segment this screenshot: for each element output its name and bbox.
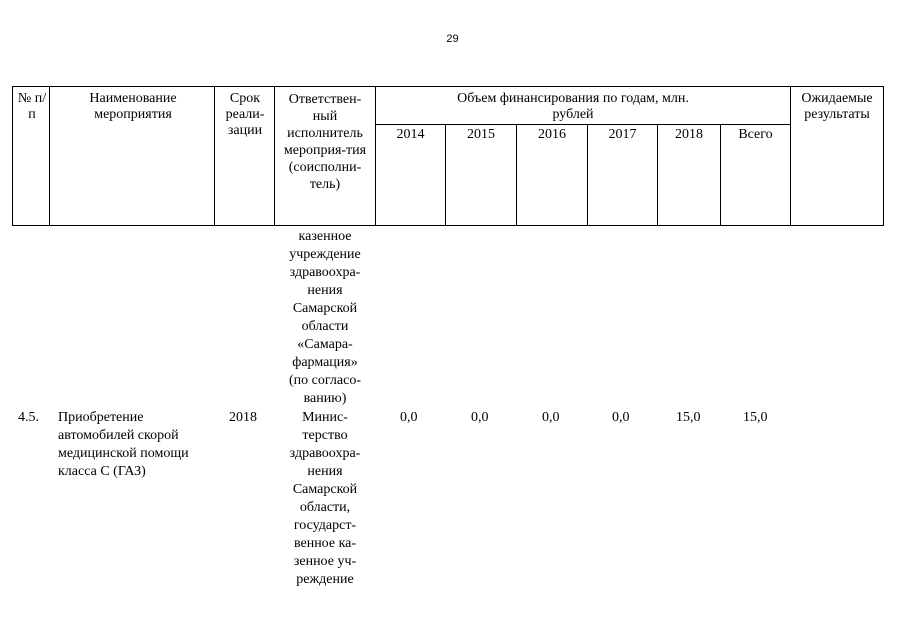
page-number: 29 <box>446 33 459 45</box>
header-results: Ожидаемые результаты <box>801 91 873 122</box>
value-2014: 0,0 <box>400 410 418 425</box>
text-line: медицинской помощи <box>58 446 189 461</box>
text-line: государст- <box>293 518 357 533</box>
row-term: 2018 <box>229 410 257 425</box>
value-2017: 0,0 <box>612 410 630 425</box>
header-year-2016: 2016 <box>538 127 566 142</box>
text-line: терство <box>302 428 348 443</box>
header-responsible: Ответствен-ный исполнитель мероприя-тия (соисполни-тель) <box>283 92 367 192</box>
text-line: (по согласо- <box>289 373 361 388</box>
row-number: 4.5. <box>18 410 39 425</box>
row-name <box>58 409 218 481</box>
value-total: 15,0 <box>743 410 768 425</box>
text-line: класса С (ГАЗ) <box>58 464 146 479</box>
header-no: № п/п <box>17 91 47 122</box>
text-line: учреждение <box>289 247 361 262</box>
value-2015: 0,0 <box>471 410 489 425</box>
header-term: Срок реали-зации <box>225 91 265 138</box>
header-year-2015: 2015 <box>467 127 495 142</box>
header-financing: Объем финансирования по годам, млн. рублей <box>457 91 689 122</box>
text-line: нения <box>307 464 343 479</box>
row-responsible <box>275 409 375 589</box>
header-name: Наименование мероприятия <box>89 91 177 122</box>
table-header <box>12 86 884 226</box>
text-line: здравоохра- <box>289 446 361 461</box>
text-line: Приобретение <box>58 410 144 425</box>
text-line: Минис- <box>302 410 348 425</box>
text-line: нения <box>307 283 343 298</box>
value-2018: 15,0 <box>676 410 701 425</box>
header-year-2014: 2014 <box>396 127 425 142</box>
text-line: зенное уч- <box>293 554 357 569</box>
value-2016: 0,0 <box>542 410 560 425</box>
text-line: реждение <box>296 572 354 587</box>
text-line: Самарской <box>292 301 358 316</box>
text-line: ванию) <box>303 391 347 406</box>
text-line: венное ка- <box>293 536 357 551</box>
text-line: фармация» <box>292 355 358 370</box>
text-line: области <box>301 319 349 334</box>
text-line: здравоохра- <box>289 265 361 280</box>
text-line: казенное <box>298 229 352 244</box>
header-total: Всего <box>738 127 773 142</box>
continuation-responsible <box>275 228 375 408</box>
header-year-2018: 2018 <box>675 127 703 142</box>
text-line: Самарской <box>292 482 358 497</box>
header-year-2017: 2017 <box>608 127 637 142</box>
text-line: автомобилей скорой <box>58 428 179 443</box>
text-line: «Самара- <box>297 337 353 352</box>
text-line: области, <box>299 500 351 515</box>
